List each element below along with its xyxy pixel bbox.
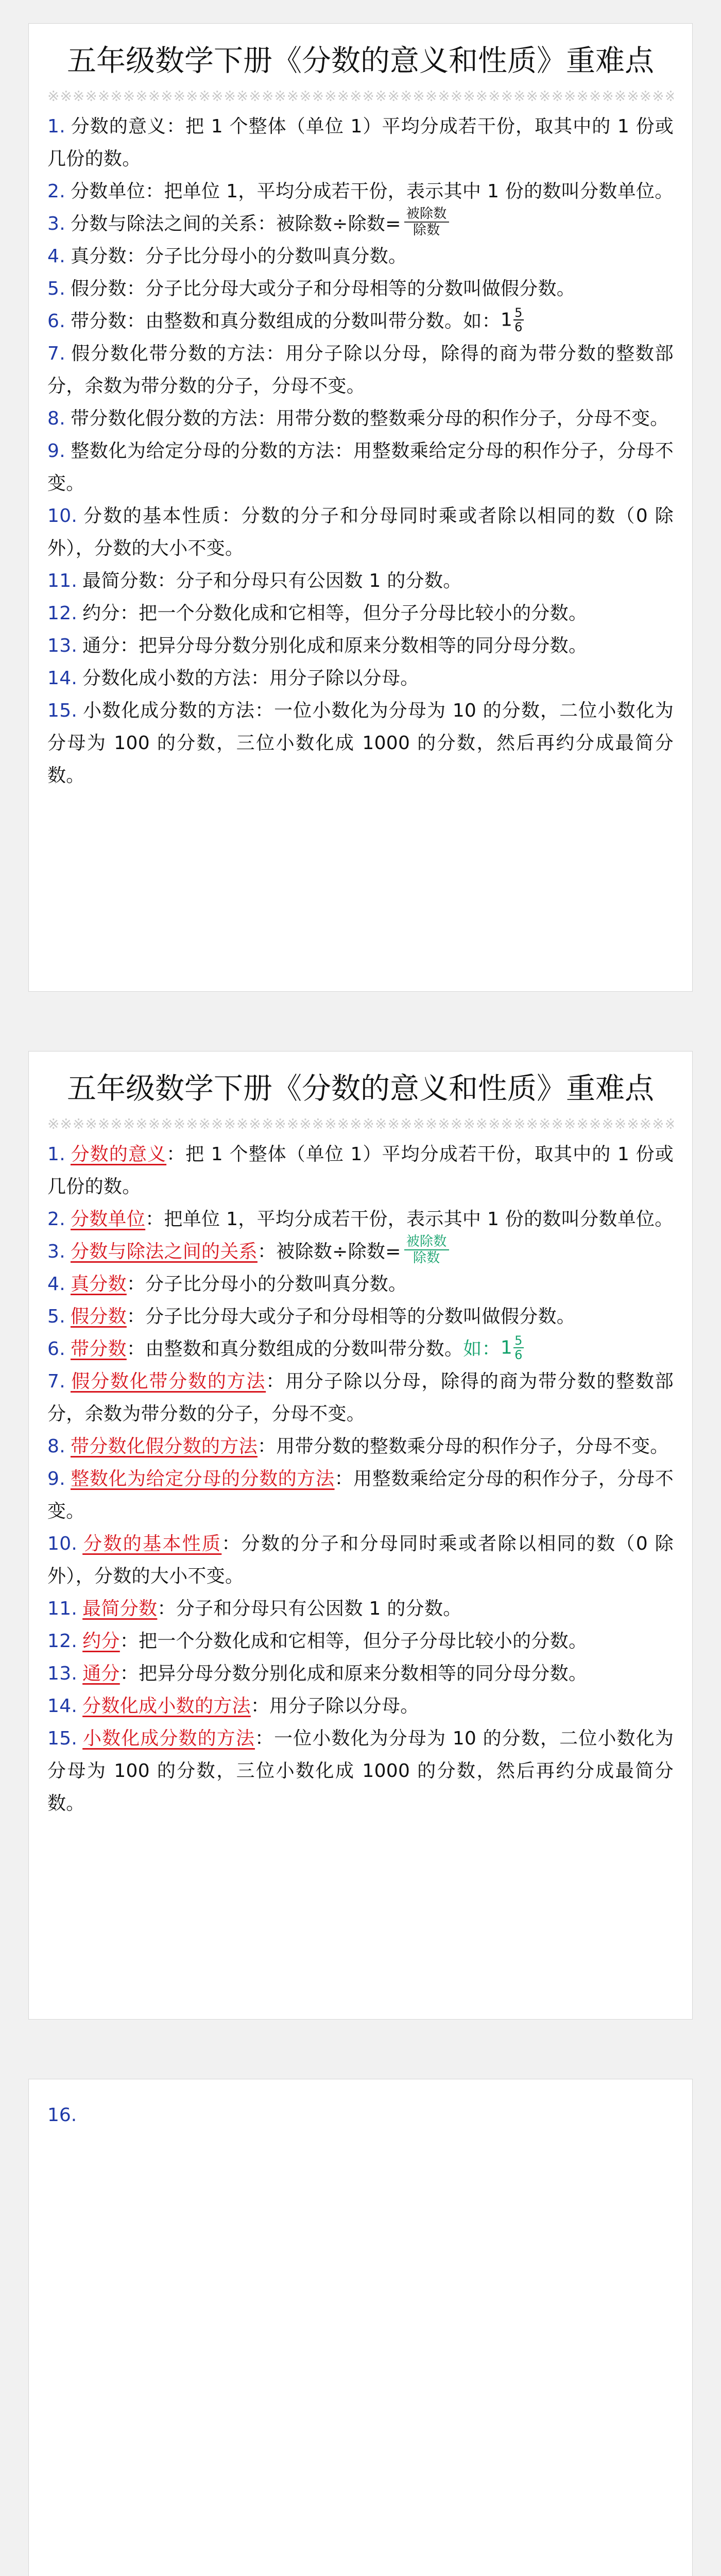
list-item xyxy=(47,305,674,337)
list-item xyxy=(47,1690,674,1722)
item-number: 3. xyxy=(47,1241,65,1262)
item-term: 通分 xyxy=(82,1663,120,1684)
item-number: 11. xyxy=(47,570,78,591)
item-number: 7. xyxy=(47,343,65,364)
list-item xyxy=(47,1365,674,1430)
item-term: 分数与除法之间的关系 xyxy=(70,1241,258,1262)
item-term: 假分数 xyxy=(70,1306,127,1327)
item-text: ：把异分母分数分别化成和原来分数相等的同分母分数。 xyxy=(119,1663,588,1684)
item-term: 带分数化假分数的方法 xyxy=(70,1436,258,1457)
list-item xyxy=(47,1592,674,1625)
item-text: ：分子和分母只有公因数 1 的分数。 xyxy=(157,1598,462,1619)
document-page-highlighted xyxy=(28,1051,693,2020)
item-number: 3. xyxy=(47,213,65,234)
fraction-denominator: 除数 xyxy=(413,1250,440,1266)
example-label: 如： xyxy=(463,311,501,332)
point-list xyxy=(47,1138,674,1820)
document-page-blank xyxy=(28,2079,693,2576)
item-text: ：分数的分子和分母同时乘或者除以相同的数（0 除外），分数的大小不变。 xyxy=(47,1533,674,1587)
item-term: 最简分数 xyxy=(82,570,158,591)
item-number: 9. xyxy=(47,1468,65,1489)
item-term: 分数化成小数的方法 xyxy=(82,668,251,689)
mixed-fraction xyxy=(513,1334,524,1362)
item-text: ：用带分数的整数乘分母的积作分子，分母不变。 xyxy=(257,408,669,429)
list-item xyxy=(47,208,674,240)
list-item xyxy=(47,1333,674,1365)
item-number: 1. xyxy=(47,1144,65,1165)
item-number: 8. xyxy=(47,408,65,429)
item-number: 15. xyxy=(47,1728,78,1749)
item-term: 假分数化带分数的方法 xyxy=(70,343,266,364)
list-item xyxy=(47,240,674,273)
mixed-number xyxy=(501,1331,524,1364)
item-text: ：把单位 1，平均分成若干份，表示其中 1 份的数叫分数单位。 xyxy=(145,1209,674,1230)
item-term: 分数的意义 xyxy=(70,116,167,137)
item-term: 假分数化带分数的方法 xyxy=(70,1371,266,1392)
item-number: 5. xyxy=(47,278,65,299)
item-number: 16. xyxy=(47,2105,77,2126)
item-term: 分数单位 xyxy=(70,1209,146,1230)
item-term: 通分 xyxy=(82,635,120,656)
item-term: 约分 xyxy=(82,1631,120,1652)
list-item xyxy=(47,1528,674,1592)
list-item xyxy=(47,597,674,630)
item-number: 9. xyxy=(47,440,65,462)
item-text: ：被除数÷除数= xyxy=(257,213,401,234)
item-term: 假分数 xyxy=(70,278,127,299)
list-item xyxy=(47,1430,674,1463)
item-number: 1. xyxy=(47,116,65,137)
item-term: 带分数 xyxy=(70,311,127,332)
item-text: ：分子比分母大或分子和分母相等的分数叫做假分数。 xyxy=(126,1306,576,1327)
item-text: ：用分子除以分母。 xyxy=(250,668,419,689)
item-text: ：把一个分数化成和它相等，但分子分母比较小的分数。 xyxy=(119,1631,588,1652)
item-term: 分数化成小数的方法 xyxy=(82,1696,251,1717)
mixed-fraction xyxy=(513,306,524,334)
list-item xyxy=(47,1203,674,1235)
fraction-numerator: 5 xyxy=(514,305,523,320)
item-term: 小数化成分数的方法 xyxy=(82,700,255,721)
item-number: 10. xyxy=(47,505,78,527)
item-number: 10. xyxy=(47,1533,78,1554)
fraction-denominator: 6 xyxy=(514,319,523,334)
item-number: 13. xyxy=(47,1663,78,1684)
item-text: ：把 1 个整体（单位 1）平均分成若干份，取其中的 1 份或几份的数。 xyxy=(47,1144,674,1197)
item-text: ：分子比分母小的分数叫真分数。 xyxy=(126,246,407,267)
list-item xyxy=(47,694,674,792)
fraction-formula xyxy=(404,1234,449,1266)
item-number: 4. xyxy=(47,1274,65,1295)
item-number: 12. xyxy=(47,1631,78,1652)
item-text: ：分子比分母小的分数叫真分数。 xyxy=(126,1274,407,1295)
list-item xyxy=(47,1268,674,1300)
list-item xyxy=(47,1138,674,1203)
item-text: ：分子和分母只有公因数 1 的分数。 xyxy=(157,570,462,591)
item-text: ：用整数乘给定分母的积作分子，分母不变。 xyxy=(47,440,674,494)
example-group xyxy=(463,305,523,334)
mixed-whole: 1 xyxy=(500,1337,513,1359)
item-text: ：由整数和真分数组成的分数叫带分数。 xyxy=(126,311,464,332)
list-item xyxy=(47,565,674,597)
fraction-numerator: 被除数 xyxy=(404,1234,449,1250)
item-number: 6. xyxy=(47,1338,65,1360)
item-term: 真分数 xyxy=(70,1274,127,1295)
item-text: ：分子比分母大或分子和分母相等的分数叫做假分数。 xyxy=(126,278,576,299)
page-title: 五年级数学下册《分数的意义和性质》重难点 xyxy=(67,44,654,78)
item-text: ：把 1 个整体（单位 1）平均分成若干份，取其中的 1 份或几份的数。 xyxy=(47,116,674,170)
list-item xyxy=(47,435,674,500)
list-item xyxy=(47,1625,674,1657)
item-term: 整数化为给定分母的分数的方法 xyxy=(70,1468,335,1489)
point-list xyxy=(47,110,674,792)
fraction-formula xyxy=(404,206,449,238)
item-term: 分数单位 xyxy=(70,181,146,202)
item-text: ：把一个分数化成和它相等，但分子分母比较小的分数。 xyxy=(119,603,588,624)
document-page-plain xyxy=(28,23,693,992)
mixed-number xyxy=(501,303,524,336)
example-group xyxy=(463,1333,523,1362)
fraction-numerator: 被除数 xyxy=(404,206,449,223)
item-number: 15. xyxy=(47,700,78,721)
item-number: 2. xyxy=(47,181,65,202)
example-label: 如： xyxy=(463,1338,501,1360)
list-item xyxy=(47,1300,674,1333)
item-term: 整数化为给定分母的分数的方法 xyxy=(70,440,335,462)
list-item xyxy=(47,662,674,694)
item-text: ：被除数÷除数= xyxy=(257,1241,401,1262)
list-item xyxy=(47,500,674,565)
item-term: 真分数 xyxy=(70,246,127,267)
item-text: ：把异分母分数分别化成和原来分数相等的同分母分数。 xyxy=(119,635,588,656)
item-text: ：由整数和真分数组成的分数叫带分数。 xyxy=(126,1338,464,1360)
item-number: 6. xyxy=(47,311,65,332)
list-item xyxy=(47,175,674,208)
item-text: ：用分子除以分母，除得的商为带分数的整数部分，余数为带分数的分子，分母不变。 xyxy=(47,1371,674,1425)
item-number: 8. xyxy=(47,1436,65,1457)
item-number: 4. xyxy=(47,246,65,267)
item-text: ：用整数乘给定分母的积作分子，分母不变。 xyxy=(47,1468,674,1522)
item-text: ：把单位 1，平均分成若干份，表示其中 1 份的数叫分数单位。 xyxy=(145,181,674,202)
item-term: 带分数 xyxy=(70,1338,127,1360)
decorative-divider xyxy=(47,89,674,104)
item-term: 最简分数 xyxy=(82,1598,158,1619)
list-item xyxy=(47,1235,674,1268)
mixed-whole: 1 xyxy=(500,309,513,331)
item-number: 11. xyxy=(47,1598,78,1619)
list-item xyxy=(47,630,674,662)
item-number: 5. xyxy=(47,1306,65,1327)
fraction-denominator: 除数 xyxy=(413,223,440,238)
item-number: 2. xyxy=(47,1209,65,1230)
item-term: 分数的基本性质 xyxy=(82,505,222,527)
fraction-denominator: 6 xyxy=(514,1347,523,1362)
item-term: 分数与除法之间的关系 xyxy=(70,213,258,234)
item-term: 带分数化假分数的方法 xyxy=(70,408,258,429)
decorative-divider xyxy=(47,1116,674,1132)
item-term: 分数的基本性质 xyxy=(82,1533,222,1554)
page-title: 五年级数学下册《分数的意义和性质》重难点 xyxy=(67,1072,654,1106)
list-item xyxy=(47,1657,674,1690)
list-item xyxy=(47,337,674,402)
item-text: ：分数的分子和分母同时乘或者除以相同的数（0 除外），分数的大小不变。 xyxy=(47,505,674,559)
item-term: 小数化成分数的方法 xyxy=(82,1728,255,1749)
list-item xyxy=(47,273,674,305)
item-text: ：用分子除以分母。 xyxy=(250,1696,419,1717)
list-item xyxy=(47,402,674,435)
item-number: 7. xyxy=(47,1371,65,1392)
list-item xyxy=(47,1463,674,1528)
item-term: 分数的意义 xyxy=(70,1144,167,1165)
item-number: 13. xyxy=(47,635,78,656)
item-number: 12. xyxy=(47,603,78,624)
item-text: ：一位小数化为分母为 10 的分数，二位小数化为分母为 100 的分数，三位小数化成 1000 的分数，然后再约分成最简分数。 xyxy=(47,700,674,786)
list-item xyxy=(47,110,674,175)
item-term: 约分 xyxy=(82,603,120,624)
item-text: ：一位小数化为分母为 10 的分数，二位小数化为分母为 100 的分数，三位小数化成 1000 的分数，然后再约分成最简分数。 xyxy=(47,1728,674,1814)
item-number: 14. xyxy=(47,668,78,689)
fraction-numerator: 5 xyxy=(514,1333,523,1348)
item-number: 14. xyxy=(47,1696,78,1717)
item-text: ：用带分数的整数乘分母的积作分子，分母不变。 xyxy=(257,1436,669,1457)
item-text: ：用分子除以分母，除得的商为带分数的整数部分，余数为带分数的分子，分母不变。 xyxy=(47,343,674,397)
list-item xyxy=(47,1722,674,1820)
